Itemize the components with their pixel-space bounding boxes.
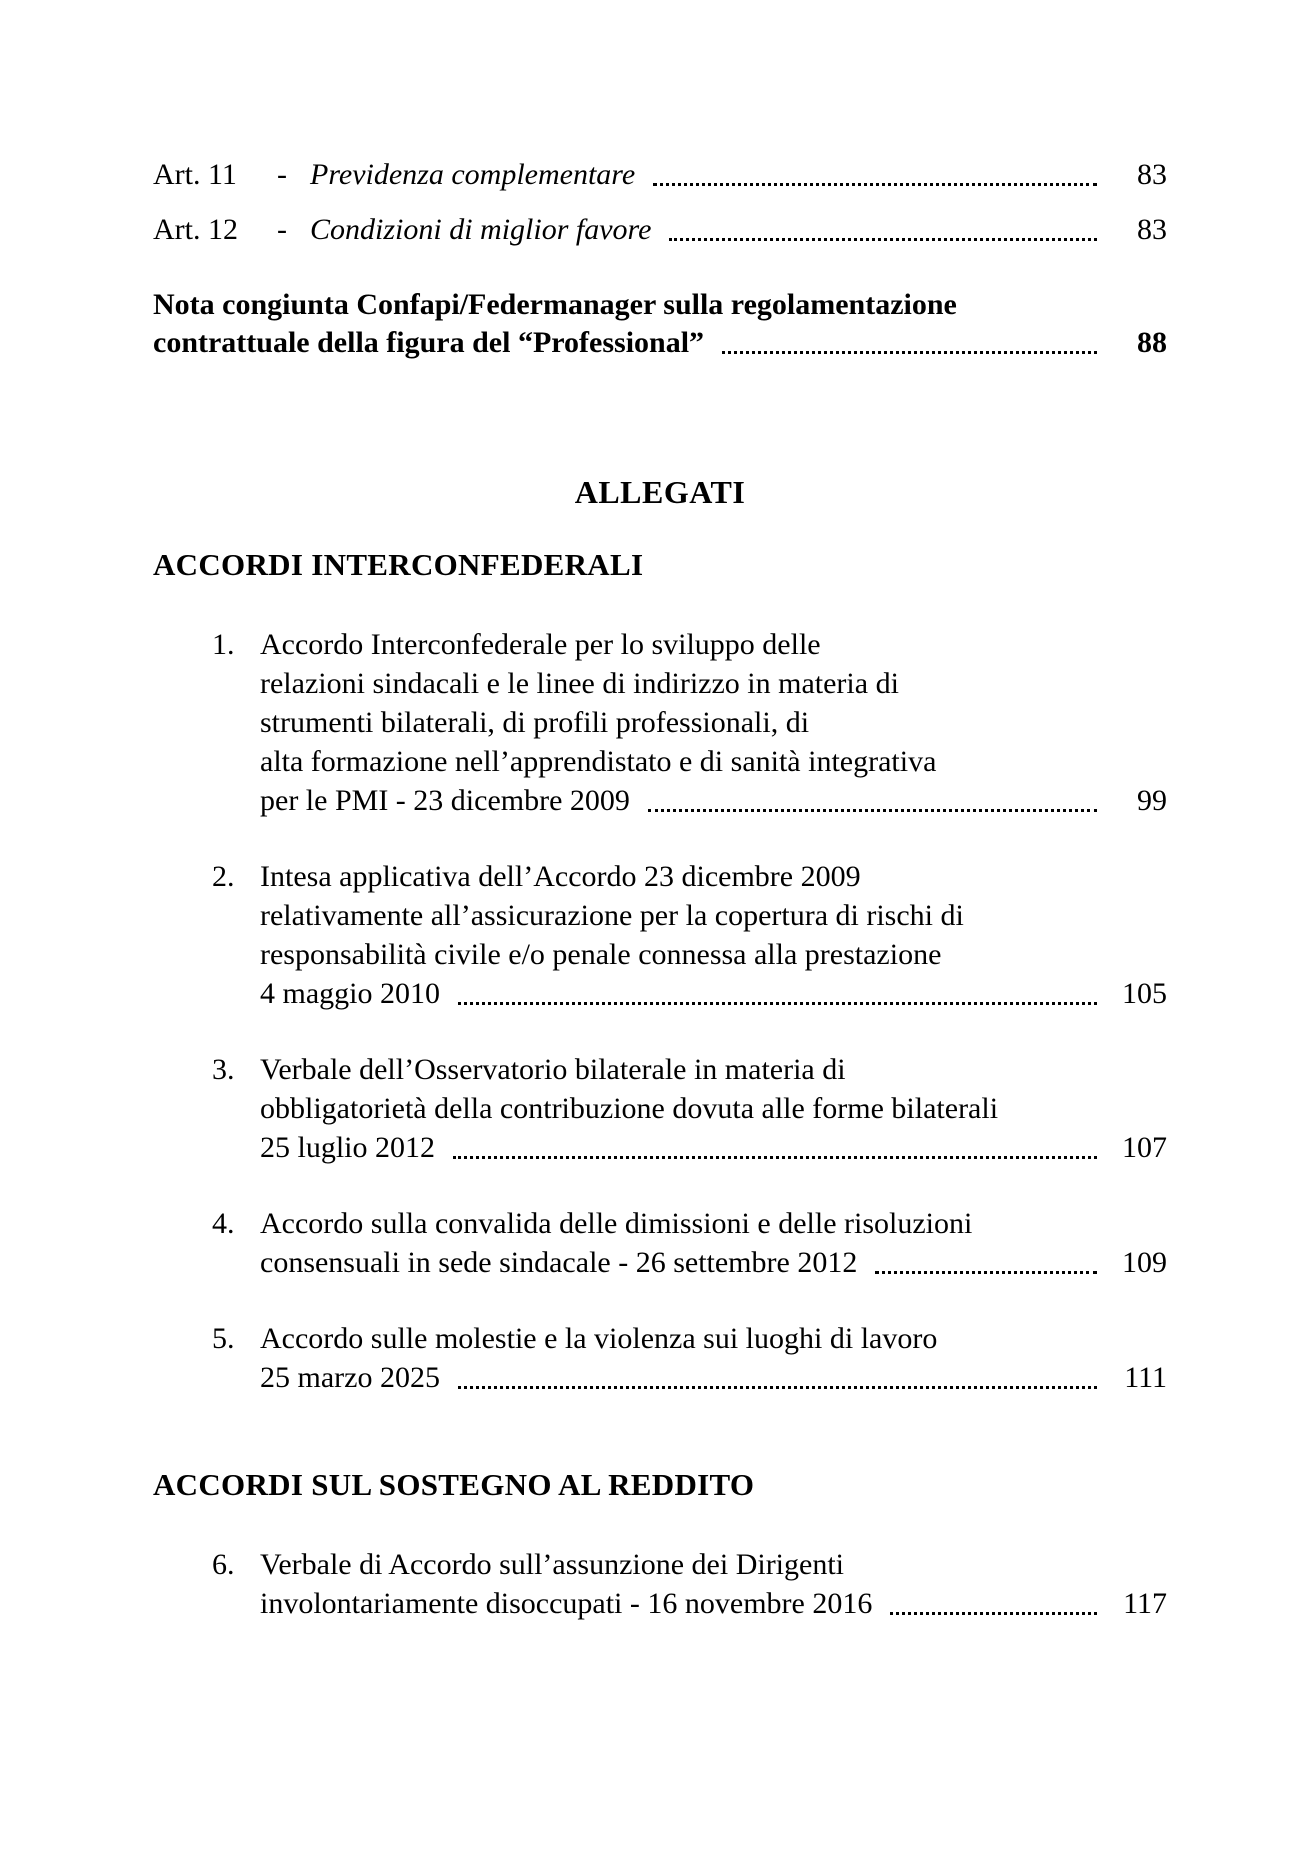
- item-line: Verbale di Accordo sull’assunzione dei Dirigenti: [260, 1548, 845, 1581]
- item-last-line: [260, 1243, 1167, 1282]
- dotted-leader: [722, 351, 1097, 354]
- item-line: Accordo sulla convalida delle dimissioni e delle risoluzioni: [260, 1207, 973, 1240]
- item-last-line: [260, 1358, 1167, 1397]
- item-last-line: [260, 781, 1167, 820]
- item-last-line: [260, 1128, 1167, 1167]
- toc-item: [212, 857, 1167, 1013]
- item-body: [260, 1545, 1167, 1623]
- item-number: 6.: [212, 1548, 235, 1581]
- page-number: 88: [1137, 326, 1167, 359]
- item-line-text: per le PMI - 23 dicembre 2009: [260, 784, 630, 817]
- nota-last-line: [153, 324, 1167, 362]
- item-line-text: 25 luglio 2012: [260, 1131, 436, 1164]
- toc-section: [153, 1465, 1167, 1623]
- toc-article-entries: [153, 155, 1167, 250]
- item-number: 5.: [212, 1322, 235, 1355]
- item-number: 1.: [212, 628, 235, 661]
- item-number: 4.: [212, 1207, 235, 1240]
- page-number: 83: [1137, 213, 1167, 246]
- toc-section: [153, 545, 1167, 1397]
- page-number: 105: [1122, 977, 1167, 1010]
- dotted-leader: [648, 809, 1097, 812]
- page-number: 99: [1137, 784, 1167, 817]
- item-body: [260, 625, 1167, 820]
- dotted-leader: [653, 183, 1097, 186]
- toc-entry-separator: -: [277, 213, 287, 246]
- dotted-leader: [875, 1271, 1097, 1274]
- toc-item: [212, 1545, 1167, 1623]
- item-line-text: involontariamente disoccupati - 16 novembre 2016: [260, 1587, 873, 1620]
- dotted-leader: [458, 1002, 1097, 1005]
- toc-item: [212, 1204, 1167, 1282]
- item-body: [260, 1204, 1167, 1282]
- toc-entry-article-label: Art. 11: [153, 158, 237, 191]
- nota-line: Nota congiunta Confapi/Federmanager sulla regolamentazione: [153, 288, 957, 321]
- toc-entry: [153, 210, 1167, 250]
- toc-entry: [153, 155, 1167, 195]
- item-line: Verbale dell’Osservatorio bilaterale in materia di: [260, 1053, 846, 1086]
- page-number: 109: [1122, 1246, 1167, 1279]
- item-last-line: [260, 974, 1167, 1013]
- page-number: 111: [1124, 1361, 1167, 1394]
- toc-entry-title: Condizioni di miglior favore: [310, 213, 652, 246]
- item-line: responsabilità civile e/o penale connessa alla prestazione: [260, 938, 942, 971]
- nota-line-text: contrattuale della figura del “Professional”: [153, 326, 705, 359]
- nota-congiunta-entry: [153, 286, 1167, 362]
- page-number: 117: [1123, 1587, 1167, 1620]
- item-line-text: 4 maggio 2010: [260, 977, 440, 1010]
- item-line-text: 25 marzo 2025: [260, 1361, 440, 1394]
- page-number: 107: [1122, 1131, 1167, 1164]
- item-body: [260, 857, 1167, 1013]
- toc-entry-separator: -: [277, 158, 287, 191]
- toc-item: [212, 1319, 1167, 1397]
- item-line: Accordo sulle molestie e la violenza sui luoghi di lavoro: [260, 1322, 938, 1355]
- item-line: alta formazione nell’apprendistato e di sanità integrativa: [260, 745, 937, 778]
- dotted-leader: [890, 1612, 1097, 1615]
- toc-entry-article-label: Art. 12: [153, 213, 238, 246]
- item-line: strumenti bilaterali, di profili professionali, di: [260, 706, 810, 739]
- toc-sections: [153, 545, 1167, 1623]
- section-heading: ACCORDI SUL SOSTEGNO AL REDDITO: [153, 1467, 755, 1502]
- item-line: relativamente all’assicurazione per la copertura di rischi di: [260, 899, 964, 932]
- item-line: relazioni sindacali e le linee di indirizzo in materia di: [260, 667, 899, 700]
- item-body: [260, 1050, 1167, 1167]
- item-number: 2.: [212, 860, 235, 893]
- toc-item: [212, 1050, 1167, 1167]
- page-number: 83: [1137, 158, 1167, 191]
- item-line: Accordo Interconfederale per lo sviluppo delle: [260, 628, 821, 661]
- dotted-leader: [669, 238, 1097, 241]
- dotted-leader: [453, 1156, 1097, 1159]
- item-last-line: [260, 1584, 1167, 1623]
- allegati-heading: ALLEGATI: [574, 474, 746, 510]
- item-line: obbligatorietà della contribuzione dovuta alle forme bilaterali: [260, 1092, 999, 1125]
- item-number: 3.: [212, 1053, 235, 1086]
- item-body: [260, 1319, 1167, 1397]
- item-line-text: consensuali in sede sindacale - 26 settembre 2012: [260, 1246, 858, 1279]
- dotted-leader: [458, 1386, 1097, 1389]
- toc-item: [212, 625, 1167, 820]
- toc-entry-title: Previdenza complementare: [310, 158, 636, 191]
- item-line: Intesa applicativa dell’Accordo 23 dicembre 2009: [260, 860, 861, 893]
- section-heading: ACCORDI INTERCONFEDERALI: [153, 547, 644, 582]
